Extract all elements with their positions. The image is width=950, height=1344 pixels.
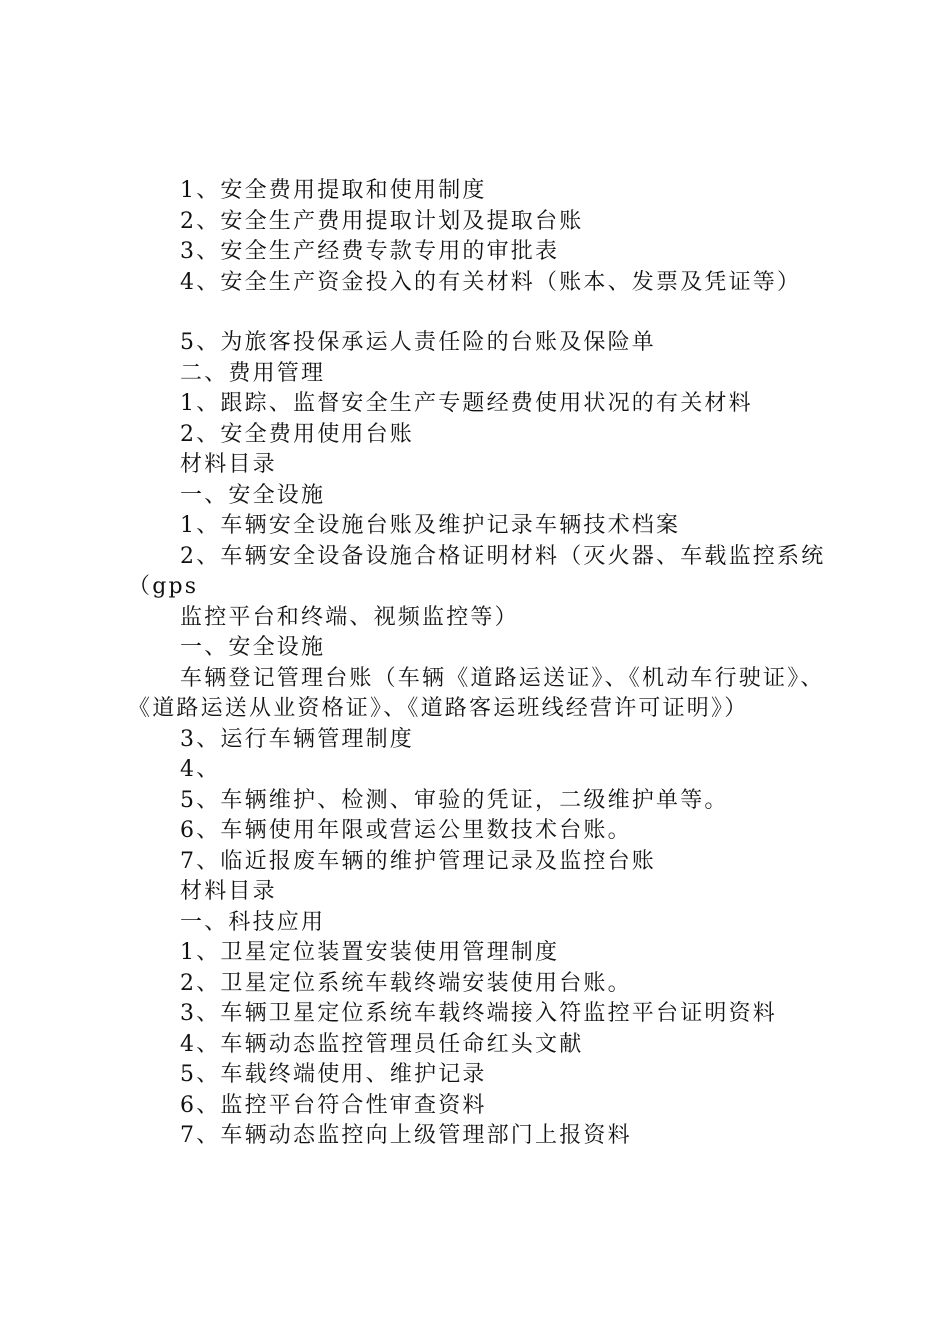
text-line: 1、卫星定位装置安装使用管理制度 [180, 940, 560, 965]
text-line: 1、安全费用提取和使用制度 [180, 178, 487, 203]
text-line: 车辆登记管理台账（车辆《道路运送证》、《机动车行驶证》、《道路运送从业资格证》、《道路客运班线经营许可证明》） [128, 665, 825, 721]
text-line: 6、监控平台符合性审查资料 [180, 1092, 487, 1118]
section-heading: 一、安全设施 [180, 482, 326, 508]
text-line: 1、车辆安全设施台账及维护记录车辆技术档案 [180, 513, 681, 538]
section-heading: 材料目录 [180, 879, 277, 904]
section-heading: 一、科技应用 [180, 909, 326, 935]
text-line: 3、车辆卫星定位系统车载终端接入符监控平台证明资料 [180, 1001, 777, 1026]
text-line: 6、车辆使用年限或营运公里数技术台账。 [180, 818, 632, 843]
text-line: 3、安全生产经费专款专用的审批表 [180, 239, 560, 264]
text-line: 1、跟踪、监督安全生产专题经费使用状况的有关材料 [180, 391, 753, 416]
text-line: 3、运行车辆管理制度 [180, 726, 414, 752]
text-line: 5、车辆维护、检测、审验的凭证，二级维护单等。 [180, 787, 729, 813]
text-line: 监控平台和终端、视频监控等） [180, 604, 519, 630]
section-heading: 材料目录 [180, 452, 277, 477]
text-line: 2、安全生产费用提取计划及提取台账 [180, 208, 584, 234]
text-line: 2、车辆安全设备设施合格证明材料（灭火器、车载监控系统（gps [128, 543, 826, 599]
text-line: 7、车辆动态监控向上级管理部门上报资料 [180, 1123, 632, 1148]
text-line: 4、 [180, 757, 221, 782]
text-line: 4、车辆动态监控管理员任命红头文献 [180, 1031, 584, 1057]
text-line: 2、卫星定位系统车载终端安装使用台账。 [180, 970, 632, 996]
text-line: 2、安全费用使用台账 [180, 421, 414, 447]
section-heading: 二、费用管理 [180, 360, 326, 386]
text-line: 4、安全生产资金投入的有关材料（账本、发票及凭证等） [180, 269, 802, 295]
text-line: 5、为旅客投保承运人责任险的台账及保险单 [180, 330, 656, 355]
document-body [128, 176, 832, 1152]
text-line: 7、临近报废车辆的维护管理记录及监控台账 [180, 848, 656, 874]
section-heading: 一、安全设施 [180, 635, 326, 660]
text-line: 5、车载终端使用、维护记录 [180, 1062, 487, 1087]
